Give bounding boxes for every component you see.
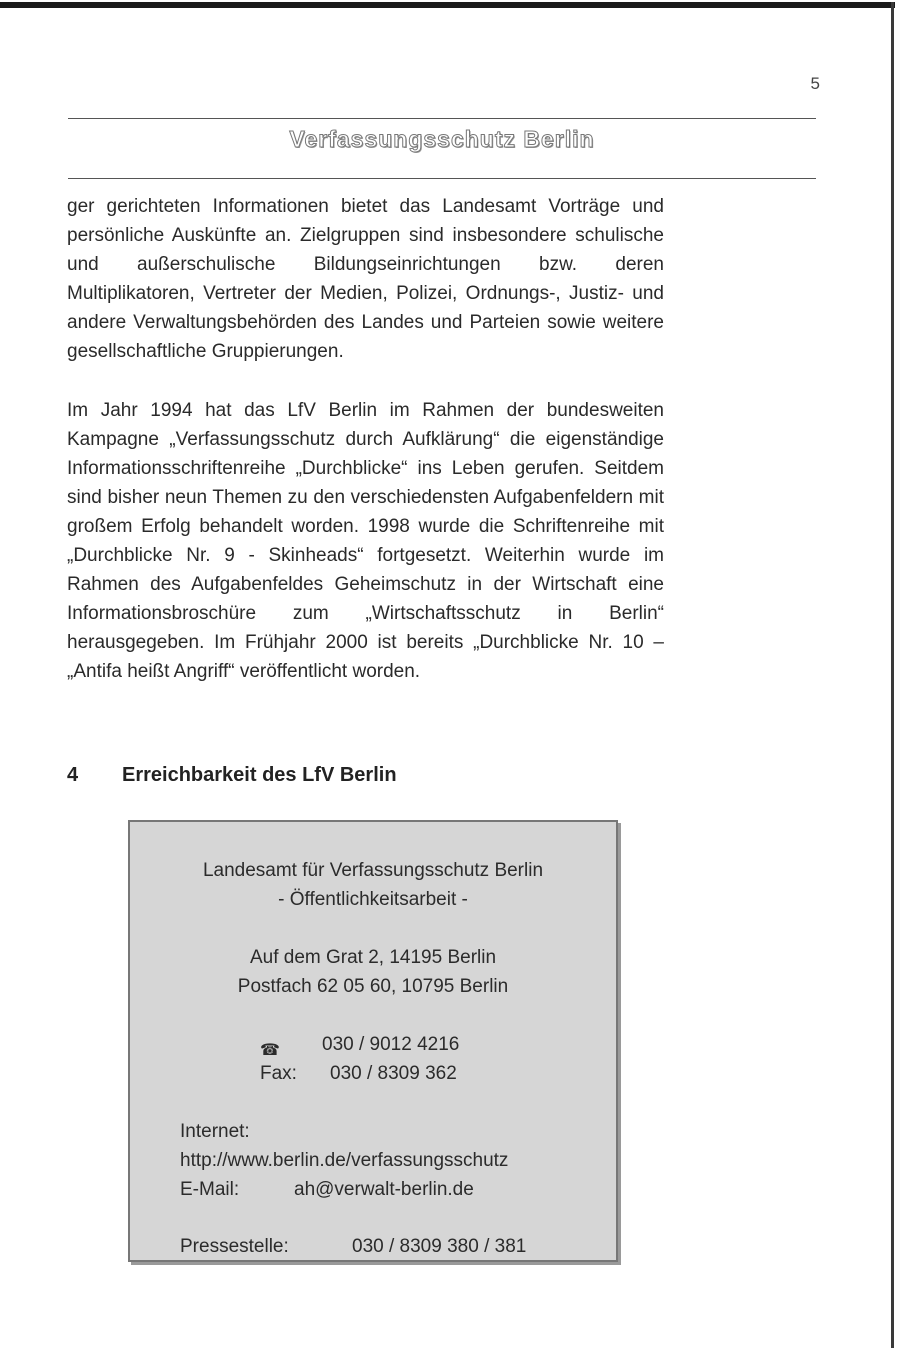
section-heading	[67, 764, 397, 787]
press-phone: 030 / 8309 380 / 381	[352, 1236, 527, 1257]
internet-label: Internet:	[180, 1121, 250, 1142]
email-label: E-Mail:	[180, 1179, 240, 1200]
internet-link[interactable]: http://www.berlin.de/verfassungsschutz	[180, 1150, 509, 1171]
telephone-icon: ☎	[260, 1042, 280, 1059]
department: - Öffentlichkeitsarbeit -	[278, 889, 468, 910]
running-title: Verfassungsschutz Berlin	[289, 126, 595, 152]
header-rule-top	[68, 118, 816, 119]
section-title: Erreichbarkeit des LfV Berlin	[122, 764, 397, 786]
email-link[interactable]: ah@verwalt-berlin.de	[294, 1179, 474, 1200]
header-rule-bottom	[68, 178, 816, 179]
top-border	[0, 2, 895, 8]
body-paragraph: Im Jahr 1994 hat das LfV Berlin im Rahmen der bundesweiten Kampagne „Verfassungsschutz durch Aufklärung“ die eigenständige Informationsschriftenreihe „Durchblicke“ ins Leben gerufen. Seitdem sind bisher neun Themen zu den verschiedensten Aufgabenfeldern mit großem Erfolg behandelt worden. 1998 wurde die Schriftenreihe mit „Durchblicke Nr. 9 - Skinheads“ fortgesetzt. Weiterhin wurde im Rahmen des Aufgabenfeldes Geheimschutz in der Wirtschaft eine Informationsbroschüre zum „Wirtschaftsschutz in Berlin“ herausgegeben. Im Frühjahr 2000 ist bereits „Durchblicke Nr. 10 – „Antifa heißt Angriff“ veröffentlicht worden.	[67, 400, 664, 682]
contact-box	[128, 820, 618, 1262]
po-box: Postfach 62 05 60, 10795 Berlin	[237, 976, 509, 997]
page-number: 5	[810, 74, 820, 93]
phone-number: 030 / 9012 4216	[322, 1034, 460, 1055]
street-address: Auf dem Grat 2, 14195 Berlin	[249, 947, 497, 968]
section-number: 4	[67, 764, 79, 786]
body-paragraph: ger gerichteten Informationen bietet das Landesamt Vorträge und persönliche Auskünfte an. Zielgruppen sind insbesondere schulische und außerschulische Bildungseinrichtungen bzw. deren Multiplikatoren, Vertreter der Medien, Polizei, Ordnungs-, Justiz- und andere Verwaltungsbehörden des Landes und Parteien sowie weitere gesellschaftliche Gruppierungen.	[67, 196, 664, 362]
fax-label: Fax:	[260, 1063, 297, 1084]
fax-number: 030 / 8309 362	[330, 1063, 457, 1084]
press-label: Pressestelle:	[180, 1236, 289, 1257]
right-border	[891, 2, 894, 1348]
org-name: Landesamt für Verfassungsschutz Berlin	[202, 860, 544, 881]
